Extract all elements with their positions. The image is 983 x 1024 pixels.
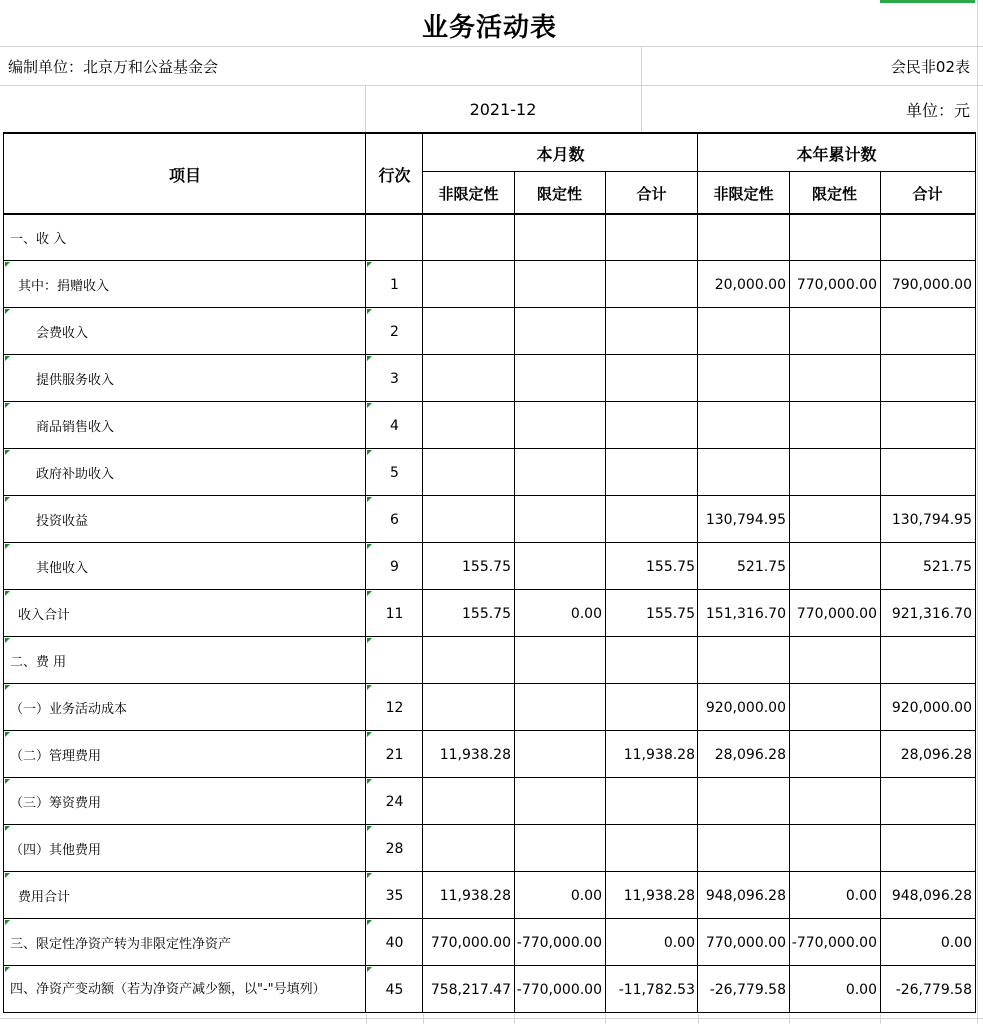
header-item[interactable]: 项目 [168,165,201,185]
cell-year-unrestricted[interactable]: 130,794.95 [705,511,786,528]
border-line [3,132,4,1013]
cell-year-total[interactable] [880,825,975,872]
cell-year-total[interactable] [880,355,975,402]
cell-month-restricted[interactable] [514,308,605,355]
row-line-number[interactable]: 11 [385,605,404,622]
cell-comment-marker [367,967,372,972]
cell-comment-marker [367,403,372,408]
border-line [605,171,606,1013]
cell-comment-marker [5,873,10,878]
cell-month-unrestricted[interactable]: 155.75 [462,605,511,622]
row-line-number[interactable]: 3 [390,370,399,387]
cell-comment-marker [367,356,372,361]
cell-comment-marker [367,450,372,455]
border-line [697,132,698,1013]
unit-label[interactable]: 单位：元 [905,100,970,120]
cell-year-unrestricted[interactable]: 770,000.00 [705,934,786,951]
gridline [641,46,642,134]
cell-year-unrestricted[interactable] [698,355,789,402]
cell-month-restricted[interactable] [514,449,605,496]
header-month-total[interactable]: 合计 [636,184,667,203]
cell-year-restricted[interactable] [789,825,880,872]
cell-year-unrestricted[interactable]: 521.75 [737,558,786,575]
row-line-number[interactable]: 45 [385,981,404,998]
row-line-number[interactable]: 28 [385,840,404,857]
cell-year-unrestricted[interactable] [698,308,789,355]
row-label[interactable]: （一）业务活动成本 [10,702,128,717]
cell-month-total[interactable] [605,778,698,825]
cell-month-total[interactable] [605,214,698,261]
border-line [423,171,976,172]
border-line [3,1012,976,1013]
cell-month-unrestricted[interactable] [423,496,514,543]
cell-month-total[interactable] [605,496,698,543]
row-label[interactable]: 会费收入 [36,326,89,341]
row-line-number[interactable] [366,214,423,261]
row-line-number[interactable]: 12 [385,699,404,716]
border-line [3,260,976,261]
row-label[interactable]: （二）管理费用 [10,749,102,764]
cell-month-total[interactable]: 0.00 [663,934,695,951]
header-month-restricted[interactable]: 限定性 [536,184,582,203]
row-label[interactable]: 收入合计 [18,608,71,623]
cell-year-total[interactable]: -26,779.58 [895,981,972,998]
cell-year-restricted[interactable]: 770,000.00 [796,605,877,622]
cell-year-restricted[interactable] [789,308,880,355]
header-year-total[interactable]: 合计 [912,184,943,203]
border-line [789,171,790,1013]
cell-year-total[interactable] [880,449,975,496]
cell-comment-marker [5,826,10,831]
cell-month-restricted[interactable]: 0.00 [570,887,602,904]
border-line [3,824,976,825]
border-line [3,683,976,684]
form-code[interactable]: 会民非02表 [890,57,970,76]
border-line [3,495,976,496]
gridline [365,85,366,134]
border-line [3,965,976,966]
border-line [3,542,976,543]
row-label[interactable]: 三、限定性净资产转为非限定性净资产 [10,937,232,952]
cell-year-total[interactable] [880,637,975,684]
border-line [3,354,976,355]
cell-year-total[interactable]: 130,794.95 [891,511,972,528]
org-label[interactable]: 编制单位：北京万和公益基金会 [8,57,219,76]
border-line [365,132,366,1013]
cell-comment-marker [5,638,10,643]
cell-year-unrestricted[interactable] [698,778,789,825]
period-cell[interactable]: 2021-12 [469,99,537,119]
cell-year-restricted[interactable] [789,731,880,778]
row-label[interactable]: 提供服务收入 [36,373,115,388]
cell-year-total[interactable]: 28,096.28 [900,746,972,763]
row-line-number[interactable]: 24 [385,793,404,810]
cell-comment-marker [367,685,372,690]
gridline [0,46,983,47]
cell-month-restricted[interactable] [514,261,605,308]
cell-month-restricted[interactable] [514,355,605,402]
cell-month-total[interactable]: 155.75 [646,558,695,575]
row-label[interactable]: 投资收益 [36,514,89,529]
cell-month-total[interactable]: 11,938.28 [623,746,695,763]
cell-year-restricted[interactable]: 0.00 [845,887,877,904]
cell-month-total[interactable] [605,355,698,402]
row-label[interactable]: 费用合计 [18,890,71,905]
row-label[interactable]: 二、费 用 [10,655,67,670]
cell-comment-marker [367,779,372,784]
cell-month-unrestricted[interactable]: 770,000.00 [430,934,511,951]
cell-month-total[interactable] [605,402,698,449]
cell-comment-marker [5,685,10,690]
row-label[interactable]: 其他收入 [36,561,89,576]
border-line [3,448,976,449]
row-label[interactable]: 商品销售收入 [36,420,115,435]
gridline [0,85,983,86]
cell-comment-marker [5,544,10,549]
cell-year-unrestricted[interactable]: -26,779.58 [709,981,786,998]
cell-year-total[interactable] [880,778,975,825]
cell-comment-marker [367,544,372,549]
row-label[interactable]: （三）筹资费用 [10,796,102,811]
gridline [423,1014,424,1024]
cell-year-total[interactable]: 521.75 [923,558,972,575]
gridline [514,1014,515,1024]
cell-year-restricted[interactable] [789,402,880,449]
gridline [789,1014,790,1024]
cell-month-unrestricted[interactable]: 155.75 [462,558,511,575]
cell-comment-marker [367,262,372,267]
cell-year-unrestricted[interactable]: 920,000.00 [705,699,786,716]
header-year-group[interactable]: 本年累计数 [796,144,877,164]
row-line-number[interactable] [366,637,423,684]
border-line [3,871,976,872]
cell-month-total[interactable] [605,308,698,355]
border-line [3,307,976,308]
gridline [698,1014,699,1024]
row-label[interactable]: 其中：捐赠收入 [18,279,110,294]
cell-comment-marker [5,920,10,925]
cell-month-total[interactable] [605,449,698,496]
border-line [3,730,976,731]
gridline [977,0,978,1024]
cell-month-restricted[interactable] [514,637,605,684]
cell-comment-marker [367,732,372,737]
border-line [3,132,976,134]
cell-year-total[interactable] [880,308,975,355]
cell-month-unrestricted[interactable] [423,684,514,731]
cell-year-total[interactable]: 790,000.00 [891,276,972,293]
cell-month-restricted[interactable] [514,778,605,825]
cell-year-total[interactable]: 921,316.70 [891,605,972,622]
row-label[interactable]: （四）其他费用 [10,843,102,858]
cell-year-restricted[interactable] [789,355,880,402]
cell-month-unrestricted[interactable] [423,261,514,308]
cell-comment-marker [5,732,10,737]
row-label[interactable]: 四、净资产变动额（若为净资产减少额，以"-"号填列） [10,981,326,997]
cell-month-unrestricted[interactable] [423,637,514,684]
cell-month-restricted[interactable] [514,214,605,261]
cell-comment-marker [5,450,10,455]
row-line-number[interactable]: 40 [385,934,404,951]
row-label[interactable]: 一、收 入 [10,232,67,247]
cell-year-total[interactable]: 920,000.00 [891,699,972,716]
header-line-no[interactable]: 行次 [378,165,411,185]
cell-comment-marker [5,356,10,361]
cell-year-unrestricted[interactable]: 151,316.70 [705,605,786,622]
cell-month-unrestricted[interactable] [423,825,514,872]
border-line [3,213,976,215]
cell-year-restricted[interactable]: 0.00 [845,981,877,998]
border-line [3,918,976,919]
cell-year-restricted[interactable] [789,637,880,684]
border-line [3,401,976,402]
gridline [0,1018,983,1019]
row-line-number[interactable]: 9 [390,558,399,575]
cell-comment-marker [5,591,10,596]
cell-month-unrestricted[interactable] [423,449,514,496]
cell-comment-marker [5,497,10,502]
cell-month-unrestricted[interactable]: 758,217.47 [430,981,511,998]
report-title[interactable]: 业务活动表 [421,12,557,43]
cell-month-unrestricted[interactable] [423,402,514,449]
row-line-number[interactable]: 2 [390,323,399,340]
header-year-unrestricted[interactable]: 非限定性 [713,184,774,203]
cell-month-total[interactable]: -11,782.53 [618,981,695,998]
gridline [366,1014,367,1024]
cell-year-unrestricted[interactable]: 28,096.28 [714,746,786,763]
cell-year-unrestricted[interactable]: 948,096.28 [705,887,786,904]
cell-comment-marker [5,967,10,972]
cell-comment-marker [367,873,372,878]
cell-year-unrestricted[interactable] [698,449,789,496]
cell-month-restricted[interactable] [514,684,605,731]
row-line-number[interactable]: 35 [385,887,404,904]
cell-month-unrestricted[interactable] [423,308,514,355]
cell-comment-marker [367,591,372,596]
cell-month-total[interactable] [605,261,698,308]
cell-comment-marker [367,920,372,925]
cell-year-restricted[interactable]: -770,000.00 [791,934,877,951]
row-label[interactable]: 政府补助收入 [36,467,115,482]
cell-month-total[interactable] [605,684,698,731]
header-year-restricted[interactable]: 限定性 [811,184,857,203]
border-line [3,777,976,778]
cell-comment-marker [5,309,10,314]
cell-month-restricted[interactable] [514,402,605,449]
cell-year-restricted[interactable] [789,778,880,825]
border-line [422,132,423,1013]
row-line-number[interactable]: 6 [390,511,399,528]
cell-month-unrestricted[interactable] [423,355,514,402]
cell-month-restricted[interactable]: -770,000.00 [516,981,602,998]
cell-year-unrestricted[interactable] [698,637,789,684]
row-line-number[interactable]: 1 [390,276,399,293]
border-line [3,589,976,590]
cell-month-restricted[interactable] [514,543,605,590]
row-line-number[interactable]: 21 [385,746,404,763]
cell-year-total[interactable]: 948,096.28 [891,887,972,904]
cell-month-restricted[interactable] [514,731,605,778]
cell-year-unrestricted[interactable] [698,402,789,449]
cell-month-restricted[interactable] [514,825,605,872]
cell-month-total[interactable]: 11,938.28 [623,887,695,904]
cell-year-restricted[interactable] [789,214,880,261]
cell-comment-marker [5,403,10,408]
row-line-number[interactable]: 4 [390,417,399,434]
border-line [880,171,881,1013]
cell-year-restricted[interactable] [789,684,880,731]
header-month-unrestricted[interactable]: 非限定性 [438,184,499,203]
cell-month-unrestricted[interactable] [423,214,514,261]
cell-comment-marker [367,497,372,502]
cell-year-total[interactable]: 0.00 [940,934,972,951]
cell-month-total[interactable] [605,637,698,684]
cell-month-unrestricted[interactable]: 11,938.28 [439,887,511,904]
gridline [605,1014,606,1024]
header-month-group[interactable]: 本月数 [536,144,585,164]
border-line [3,636,976,637]
cell-year-restricted[interactable] [789,543,880,590]
cell-comment-marker [5,779,10,784]
cell-year-restricted[interactable] [789,449,880,496]
border-line [514,171,515,1013]
cell-year-total[interactable] [880,214,975,261]
cell-year-restricted[interactable]: 770,000.00 [796,276,877,293]
cell-comment-marker [367,826,372,831]
cell-month-total[interactable] [605,825,698,872]
cell-month-total[interactable]: 155.75 [646,605,695,622]
cell-year-total[interactable] [880,402,975,449]
cell-month-restricted[interactable]: 0.00 [570,605,602,622]
cell-year-restricted[interactable] [789,496,880,543]
cell-comment-marker [367,309,372,314]
border-line [975,132,976,1013]
cell-month-restricted[interactable]: -770,000.00 [516,934,602,951]
row-line-number[interactable]: 5 [390,464,399,481]
selected-cell-marker [880,0,975,3]
cell-year-unrestricted[interactable]: 20,000.00 [714,276,786,293]
gridline [880,1014,881,1024]
cell-month-unrestricted[interactable] [423,778,514,825]
cell-year-unrestricted[interactable] [698,825,789,872]
cell-month-restricted[interactable] [514,496,605,543]
cell-comment-marker [5,262,10,267]
cell-month-unrestricted[interactable]: 11,938.28 [439,746,511,763]
cell-year-unrestricted[interactable] [698,214,789,261]
cell-comment-marker [367,638,372,643]
